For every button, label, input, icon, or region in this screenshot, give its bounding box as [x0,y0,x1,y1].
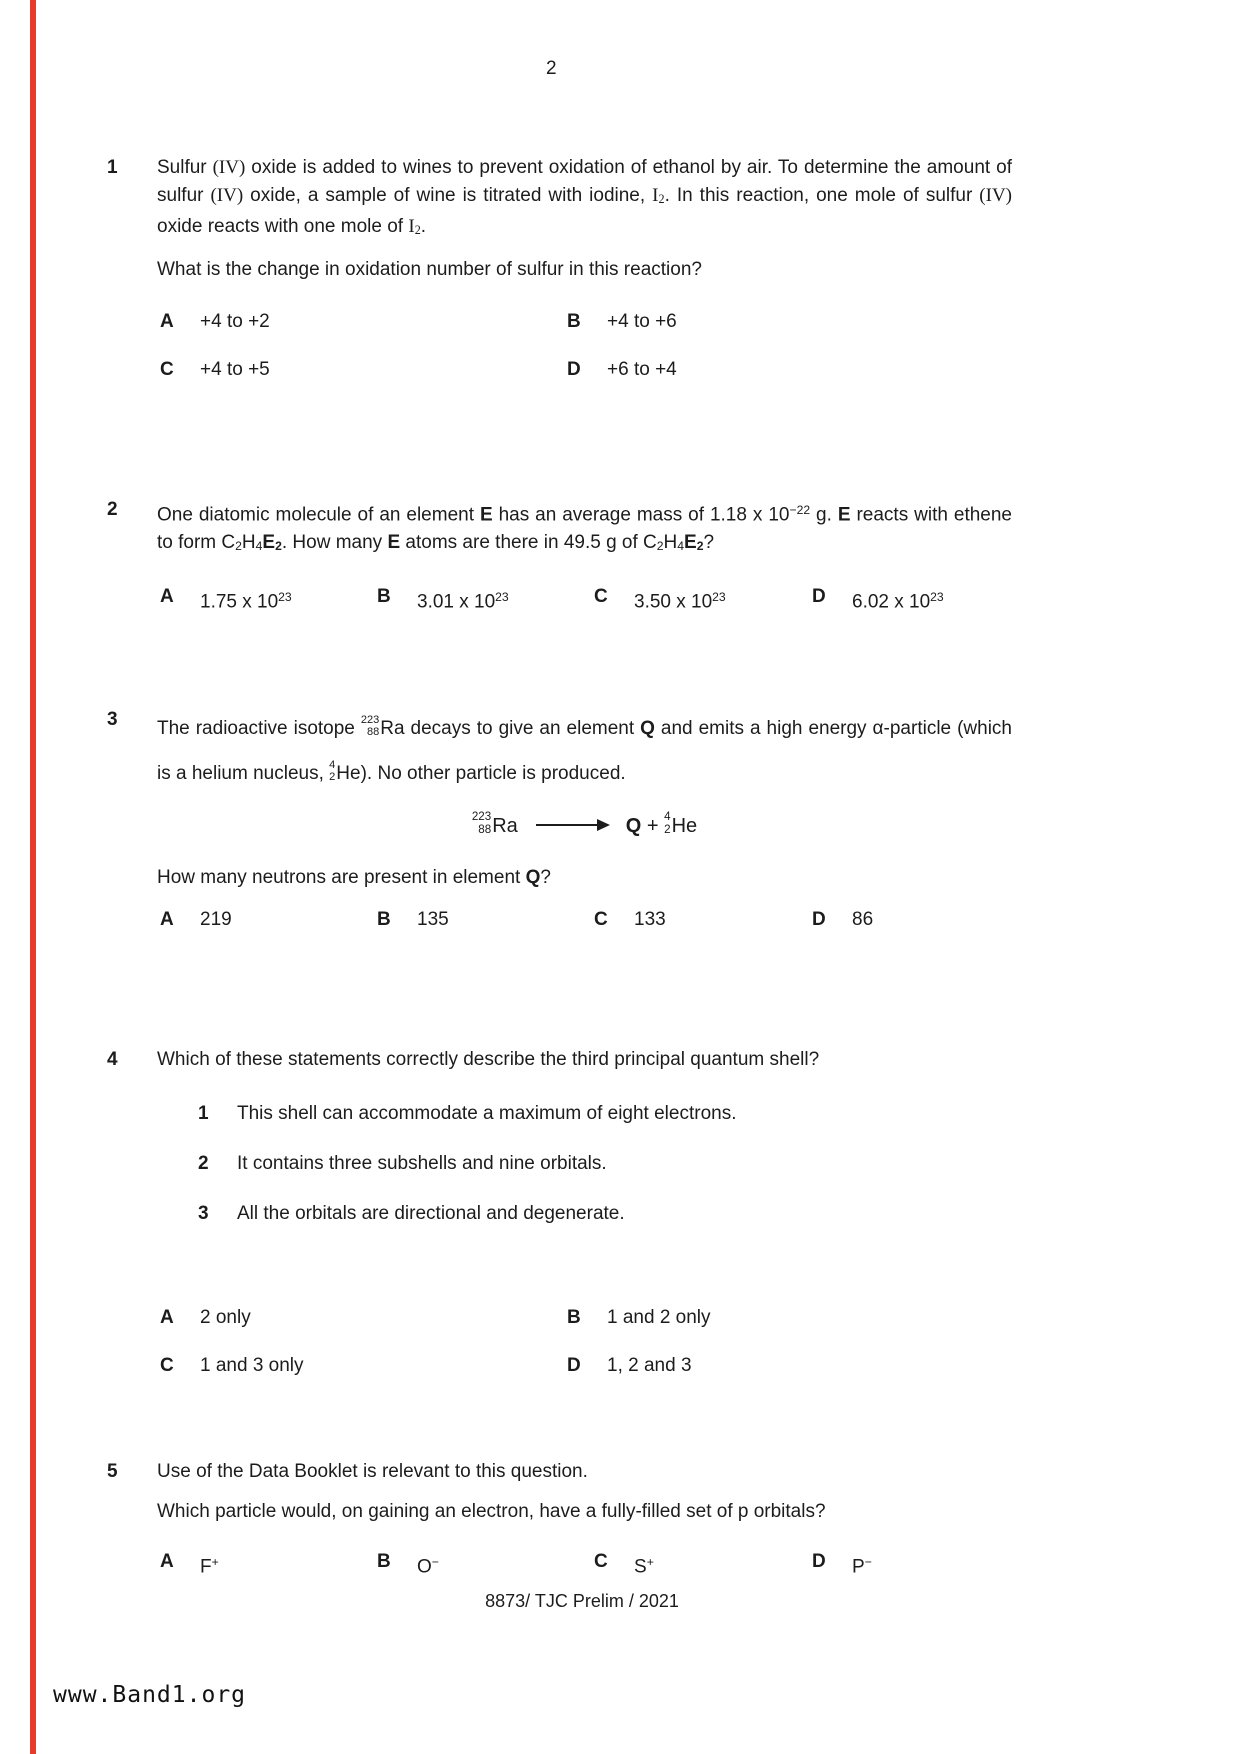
text-segment: . [420,216,427,238]
text-segment: 1 and 3 only [200,1355,304,1376]
text-segment: I [652,185,659,206]
option-b [377,583,594,616]
text-segment: 4 [255,539,263,554]
text-segment: 4 [677,539,685,554]
statement-text: All the orbitals are directional and degenerate. [237,1203,625,1224]
option-value [417,906,449,934]
question-body [157,154,1012,384]
option-value [200,1548,219,1581]
option-letter: B [567,1307,581,1328]
option-d [812,906,1012,934]
mass-number: 223 [471,810,492,824]
element-symbol: He [336,763,361,784]
option-letter: D [567,1355,581,1376]
question-body [157,1458,1012,1581]
text-segment: 23 [930,589,944,604]
text-segment: What is the change in oxidation number of sulfur in this reaction? [157,259,702,281]
question-1 [107,154,1012,384]
text-segment: 2 [414,223,421,238]
option-letter: D [567,359,581,381]
option-value [607,356,677,384]
option-letter: A [160,1551,174,1572]
option-value [200,1352,304,1380]
option-a [160,1548,377,1581]
paragraph [157,1498,1012,1526]
option-a [160,583,377,616]
option-b [567,308,1012,336]
option-letter: A [160,585,174,607]
question-2 [107,496,1012,616]
text-segment: decays to give an element [404,718,641,739]
option-letter: C [160,1355,174,1376]
text-segment: The radioactive isotope [157,718,361,739]
option-letter: C [160,359,174,381]
text-segment: 3.50 x 10 [634,590,713,612]
text-segment: 23 [495,589,509,604]
text-segment: 2 only [200,1307,251,1328]
mass-number: 4 [329,758,336,771]
text-segment: 1 and 2 only [607,1307,711,1328]
text-segment: Q [525,867,541,888]
option-letter: A [160,311,174,333]
option-a [160,1304,567,1332]
option-letter: D [812,909,826,930]
element-symbol: Ra [492,815,518,837]
text-segment: Which particle would, on gaining an electron, have a fully-filled set of p orbitals? [157,1501,826,1522]
text-segment: reacts with ethene to form C [157,504,1012,554]
question-number: 4 [107,1049,118,1070]
paragraph [157,706,1012,796]
text-segment: ? [540,867,551,888]
question-5 [107,1458,1012,1581]
text-segment: Which of these statements correctly describe the third principal quantum shell? [157,1049,820,1070]
band1-watermark: www.Band1.org [53,1682,247,1708]
text-segment: + [646,1555,654,1569]
options-grid [157,1304,1012,1380]
option-c [594,906,812,934]
text-segment: ? [703,532,715,554]
statement [157,1200,1012,1228]
option-letter: B [377,1551,391,1572]
nuclide [361,706,405,751]
option-value [200,583,292,616]
option-value [200,906,232,934]
atomic-number: 88 [478,823,492,837]
question-number: 3 [107,709,118,730]
text-segment: and emits a high energy α-particle (which is a helium nucleus, [157,718,1012,784]
text-segment: E [684,532,697,554]
text-segment: 3.01 x 10 [417,590,496,612]
mass-number: 4 [664,810,671,824]
nuclide [329,751,360,796]
text-segment: 2 [656,539,664,554]
option-value [607,1352,692,1380]
nuclide-numbers [329,759,335,784]
text-segment: oxide reacts with one mole of [157,216,409,238]
option-c [160,1352,567,1380]
option-a [160,906,377,934]
option-letter: A [160,1307,174,1328]
statements-list [157,1100,1012,1228]
text-segment: . In this reaction, one mole of sulfur [664,185,980,206]
option-value [417,583,509,616]
text-segment: +4 to +2 [200,311,270,333]
text-segment: S [634,1556,647,1578]
text-segment: Q [625,815,642,837]
option-d [812,1548,1012,1581]
option-value [200,308,270,336]
options-grid [157,583,1012,616]
option-value [417,1548,439,1581]
option-letter: C [594,909,608,930]
page-number: 2 [546,58,557,79]
text-segment: g. [810,504,838,526]
paragraph [157,1458,1012,1486]
option-value [852,1548,872,1581]
question-number: 5 [107,1461,118,1482]
option-letter: D [812,1551,826,1572]
paragraph [157,1046,1012,1074]
text-segment: oxide, a sample of wine is titrated with iodine, [243,185,653,206]
option-letter: A [160,909,174,930]
text-segment: E [262,532,276,554]
atomic-number: 88 [367,726,380,739]
options-grid [157,906,1012,934]
text-segment: E [837,504,851,526]
paper-reference: 8873/ TJC Prelim / 2021 [485,1591,679,1611]
option-c [594,1548,812,1581]
text-segment: 133 [634,909,666,930]
statement-text: It contains three subshells and nine orbitals. [237,1153,607,1174]
text-segment: − [864,1555,872,1569]
atomic-number: 2 [329,771,336,784]
option-letter: C [594,585,608,607]
question-3 [107,706,1012,934]
text-segment: +4 to +5 [200,359,270,381]
option-value [634,583,726,616]
text-segment: 86 [852,909,874,930]
element-symbol: Ra [380,718,405,739]
text-segment: + [641,815,665,837]
nuclide-numbers [472,810,491,837]
text-segment: . How many [281,532,388,554]
text-segment: 1, 2 and 3 [607,1355,692,1376]
text-segment: How many neutrons are present in element [157,867,526,888]
option-letter: B [377,909,391,930]
option-value [200,1304,251,1332]
option-value [200,356,270,384]
text-segment: 23 [278,589,292,604]
text-segment: + [211,1555,219,1569]
nuclide-numbers [361,714,379,739]
text-segment: 2 [275,539,282,554]
text-segment: E [387,532,401,554]
statement-text: This shell can accommodate a maximum of eight electrons. [237,1103,737,1124]
text-segment: oxide is added to wines to prevent oxidation of ethanol by air. To determine the amount of sulfur [157,157,1012,206]
text-segment: (IV) [212,157,246,178]
statement-number: 1 [198,1103,209,1124]
text-segment: 6.02 x 10 [852,590,931,612]
option-value [634,906,666,934]
nuclide [472,804,518,848]
statement [157,1100,1012,1128]
option-value [634,1548,654,1581]
option-d [812,583,1012,616]
text-segment: Sulfur [157,157,213,178]
option-letter: B [567,311,581,333]
nuclear-equation [157,804,1012,848]
text-segment: ). No other particle is produced. [360,763,626,784]
text-segment: has an average mass of 1.18 x 10 [492,504,790,526]
element-symbol: He [671,815,698,837]
paragraph [157,154,1012,244]
nuclide [664,804,697,848]
margin-rule [30,0,36,1754]
text-segment: (IV) [210,185,244,206]
statement [157,1150,1012,1178]
option-value [607,308,677,336]
text-segment: 23 [712,589,726,604]
mass-number: 223 [360,713,380,726]
text-segment: 2 [696,539,704,554]
text-segment: 2 [235,539,242,554]
text-segment: 2 [658,192,665,207]
text-segment: +6 to +4 [607,359,677,381]
question-body [157,1046,1012,1380]
text-segment: I [408,216,415,238]
option-c [160,356,567,384]
statement-number: 2 [198,1153,209,1174]
option-letter: D [812,585,826,607]
text-segment: atoms are there in 49.5 g of C [400,532,657,554]
statement-number: 3 [198,1203,209,1224]
question-number: 2 [107,499,118,520]
option-letter: C [594,1551,608,1572]
text-segment: 135 [417,909,449,930]
option-b [377,1548,594,1581]
text-segment: F [200,1556,212,1578]
options-grid [157,1548,1012,1581]
text-segment: P [852,1556,865,1578]
atomic-number: 2 [664,823,671,837]
option-value [852,906,873,934]
text-segment: One diatomic molecule of an element [157,504,480,526]
option-letter: B [377,585,391,607]
question-number: 1 [107,157,118,178]
text-segment: +4 to +6 [607,311,677,333]
option-c [594,583,812,616]
text-segment: Q [640,718,655,739]
question-body [157,706,1012,934]
paragraph [157,864,1012,892]
text-segment: E [479,504,493,526]
option-d [567,356,1012,384]
text-segment: 219 [200,909,232,930]
text-segment: H [663,532,678,554]
question-body [157,496,1012,616]
text-segment: H [241,532,256,554]
option-b [567,1304,1012,1332]
paragraph [157,256,1012,284]
text-segment: − [431,1555,439,1569]
text-segment: −22 [789,503,811,517]
option-d [567,1352,1012,1380]
text-segment: Use of the Data Booklet is relevant to this question. [157,1461,588,1482]
text-segment: 1.75 x 10 [200,590,279,612]
question-4 [107,1046,1012,1380]
option-a [160,308,567,336]
text-segment: (IV) [979,185,1012,206]
option-value [607,1304,711,1332]
option-b [377,906,594,934]
nuclide-numbers [664,810,670,837]
text-segment: O [417,1556,432,1578]
right-arrow-icon [536,824,608,826]
paragraph [157,496,1012,561]
options-grid [157,308,1012,384]
option-value [852,583,944,616]
